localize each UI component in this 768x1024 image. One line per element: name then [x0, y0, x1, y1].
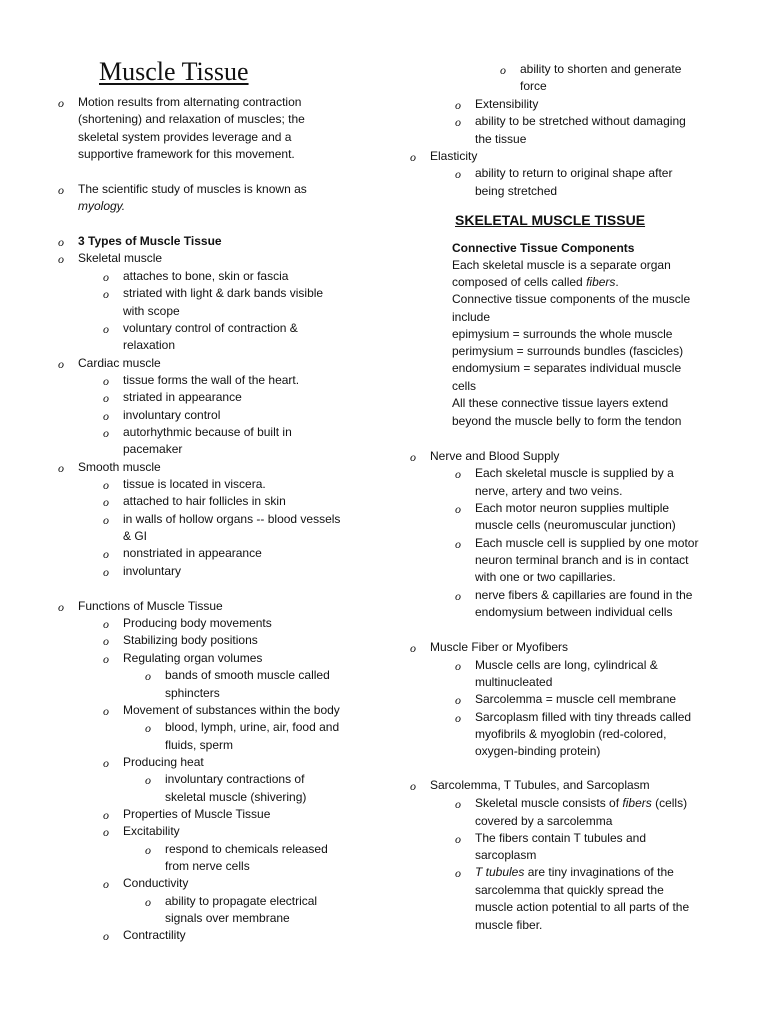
text-line: Excitability [123, 824, 180, 838]
bullet-icon: o [103, 270, 109, 284]
text-fragment: . [615, 275, 619, 289]
text-line: Functions of Muscle Tissue [78, 599, 223, 613]
text-line: fluids, sperm [165, 738, 234, 752]
text-line: Connective tissue components of the muscle [452, 292, 691, 306]
bullet-icon: o [410, 150, 416, 164]
bullet-icon: o [103, 756, 109, 770]
text-line: Conductivity [123, 876, 189, 890]
text-line: tissue is located in viscera. [123, 477, 266, 491]
text-line: endomysium between individual cells [475, 605, 673, 619]
bullet-icon: o [58, 252, 64, 266]
bullet-icon: o [58, 357, 64, 371]
text-line: tissue forms the wall of the heart. [123, 373, 300, 387]
text-line: being stretched [475, 184, 558, 198]
text-line: supportive framework for this movement. [78, 147, 295, 161]
text-line: multinucleated [475, 675, 553, 689]
text-line: Sarcolemma, T Tubules, and Sarcoplasm [430, 778, 650, 792]
text-fragment: composed of cells called [452, 275, 587, 289]
text-line: Nerve and Blood Supply [430, 449, 560, 463]
text-line: The scientific study of muscles is known as [78, 182, 307, 196]
text-line: Sarcoplasm filled with tiny threads called [475, 710, 692, 724]
text-line: Muscle cells are long, cylindrical & [475, 658, 658, 672]
text-line: ability to propagate electrical [165, 894, 318, 908]
text-line: sarcoplasm [475, 848, 537, 862]
text-line: neuron terminal branch and is in contact [475, 553, 689, 567]
text-line: attaches to bone, skin or fascia [123, 269, 289, 283]
bullet-icon: o [455, 659, 461, 673]
text-line: relaxation [123, 338, 176, 352]
text-line: nonstriated in appearance [123, 546, 262, 560]
bullet-icon: o [145, 843, 151, 857]
bullet-icon: o [103, 877, 109, 891]
text-line: muscle fiber. [475, 918, 543, 932]
text-line: All these connective tissue layers extend [452, 396, 669, 410]
text-line: Extensibility [475, 97, 539, 111]
bullet-icon: o [455, 866, 461, 880]
text-line: bands of smooth muscle called [165, 668, 330, 682]
text-line: voluntary control of contraction & [123, 321, 298, 335]
bullet-icon: o [103, 426, 109, 440]
text-line: ability to return to original shape after [475, 166, 673, 180]
text-line: cells [452, 379, 477, 393]
bullet-icon: o [58, 461, 64, 475]
bullet-icon: o [103, 478, 109, 492]
bullet-icon: o [58, 235, 64, 249]
text-line: Producing body movements [123, 616, 272, 630]
text-line: with scope [123, 304, 180, 318]
text-line: skeletal system provides leverage and a [78, 130, 292, 144]
text-line: Movement of substances within the body [123, 703, 340, 717]
text-line: Sarcolemma = muscle cell membrane [475, 692, 677, 706]
text-line: 3 Types of Muscle Tissue [78, 234, 222, 248]
bullet-icon: o [58, 183, 64, 197]
bullet-icon: o [455, 832, 461, 846]
bullet-icon: o [500, 63, 506, 77]
text-line: Properties of Muscle Tissue [123, 807, 271, 821]
bullet-icon: o [103, 704, 109, 718]
text-line: Motion results from alternating contraction [78, 95, 302, 109]
bullet-icon: o [103, 322, 109, 336]
text-line: nerve, artery and two veins. [475, 484, 623, 498]
bullet-icon: o [103, 374, 109, 388]
text-line: Connective Tissue Components [452, 241, 635, 255]
text-line [475, 864, 674, 881]
text-fragment: Skeletal muscle consists of [475, 796, 623, 810]
bullet-icon: o [103, 634, 109, 648]
text-line [475, 795, 687, 812]
italic-term: T tubules [475, 865, 525, 879]
page-title: Muscle Tissue [99, 57, 249, 86]
text-line: muscle action potential to all parts of the [475, 900, 690, 914]
bullet-icon: o [103, 808, 109, 822]
bullet-icon: o [103, 547, 109, 561]
text-fragment: (cells) [651, 796, 688, 810]
bullet-icon: o [103, 391, 109, 405]
bullet-icon: o [103, 287, 109, 301]
text-line: covered by a sarcolemma [475, 814, 613, 828]
text-line: involuntary [123, 564, 182, 578]
text-line: The fibers contain T tubules and [475, 831, 646, 845]
text-line: sphincters [165, 686, 220, 700]
text-line: Each muscle cell is supplied by one motor [475, 536, 699, 550]
text-line: Elasticity [430, 149, 478, 163]
text-line: & GI [123, 529, 148, 543]
text-line: striated in appearance [123, 390, 242, 404]
text-line: signals over membrane [165, 911, 290, 925]
bullet-icon: o [103, 825, 109, 839]
text-line: ability to be stretched without damaging [475, 114, 686, 128]
bullet-icon: o [455, 797, 461, 811]
bullet-icon: o [103, 495, 109, 509]
text-line [452, 274, 619, 291]
italic-term: fibers [586, 275, 616, 289]
text-line: striated with light & dark bands visible [123, 286, 324, 300]
text-line: skeletal muscle (shivering) [165, 790, 307, 804]
bullet-icon: o [145, 895, 151, 909]
text-line: sarcolemma that quickly spread the [475, 883, 664, 897]
text-line: ability to shorten and generate [520, 62, 682, 76]
text-line: involuntary control [123, 408, 221, 422]
text-line: autorhythmic because of built in [123, 425, 292, 439]
text-line: in walls of hollow organs -- blood vessels [123, 512, 341, 526]
text-line: Stabilizing body positions [123, 633, 258, 647]
text-line: attached to hair follicles in skin [123, 494, 286, 508]
italic-term: fibers [622, 796, 652, 810]
bullet-icon: o [103, 565, 109, 579]
text-line: pacemaker [123, 442, 183, 456]
bullet-icon: o [103, 652, 109, 666]
text-line: respond to chemicals released [165, 842, 328, 856]
text-line: Regulating organ volumes [123, 651, 263, 665]
text-line: with one or two capillaries. [475, 570, 616, 584]
bullet-icon: o [145, 721, 151, 735]
text-line: force [520, 79, 547, 93]
bullet-icon: o [455, 98, 461, 112]
text-line: perimysium = surrounds bundles (fascicles) [452, 344, 684, 358]
text-line: blood, lymph, urine, air, food and [165, 720, 340, 734]
bullet-icon: o [103, 617, 109, 631]
bullet-icon: o [103, 409, 109, 423]
text-line: endomysium = separates individual muscle [452, 361, 682, 375]
text-line: Producing heat [123, 755, 204, 769]
text-line: Smooth muscle [78, 460, 161, 474]
bullet-icon: o [455, 711, 461, 725]
bullet-icon: o [58, 600, 64, 614]
text-line: Muscle Fiber or Myofibers [430, 640, 569, 654]
bullet-icon: o [103, 513, 109, 527]
text-line: Contractility [123, 928, 186, 942]
text-line: Each skeletal muscle is supplied by a [475, 466, 674, 480]
bullet-icon: o [103, 929, 109, 943]
text-line: oxygen-binding protein) [475, 744, 601, 758]
text-line: include [452, 310, 491, 324]
text-line: Cardiac muscle [78, 356, 161, 370]
bullet-icon: o [455, 467, 461, 481]
text-line: involuntary contractions of [165, 772, 305, 786]
text-fragment: are tiny invaginations of the [524, 865, 674, 879]
bullet-icon: o [145, 669, 151, 683]
bullet-icon: o [410, 450, 416, 464]
text-line: (shortening) and relaxation of muscles; the [78, 112, 305, 126]
bullet-icon: o [455, 115, 461, 129]
skeletal-heading: SKELETAL MUSCLE TISSUE [455, 212, 646, 228]
text-line: nerve fibers & capillaries are found in the [475, 588, 693, 602]
text-line: Each motor neuron supplies multiple [475, 501, 670, 515]
text-line: beyond the muscle belly to form the tendon [452, 414, 682, 428]
bullet-icon: o [455, 589, 461, 603]
text-line: Each skeletal muscle is a separate organ [452, 258, 671, 272]
text-line: the tissue [475, 132, 527, 146]
bullet-icon: o [455, 537, 461, 551]
text-line: myofibrils & myoglobin (red-colored, [475, 727, 667, 741]
bullet-icon: o [410, 779, 416, 793]
bullet-icon: o [410, 641, 416, 655]
bullet-icon: o [455, 167, 461, 181]
bullet-icon: o [145, 773, 151, 787]
bullet-icon: o [455, 502, 461, 516]
bullet-icon: o [455, 693, 461, 707]
bullet-icon: o [58, 96, 64, 110]
text-line: from nerve cells [165, 859, 250, 873]
text-line: epimysium = surrounds the whole muscle [452, 327, 673, 341]
text-line: muscle cells (neuromuscular junction) [475, 518, 676, 532]
text-line: myology. [78, 199, 126, 213]
text-line: Skeletal muscle [78, 251, 163, 265]
